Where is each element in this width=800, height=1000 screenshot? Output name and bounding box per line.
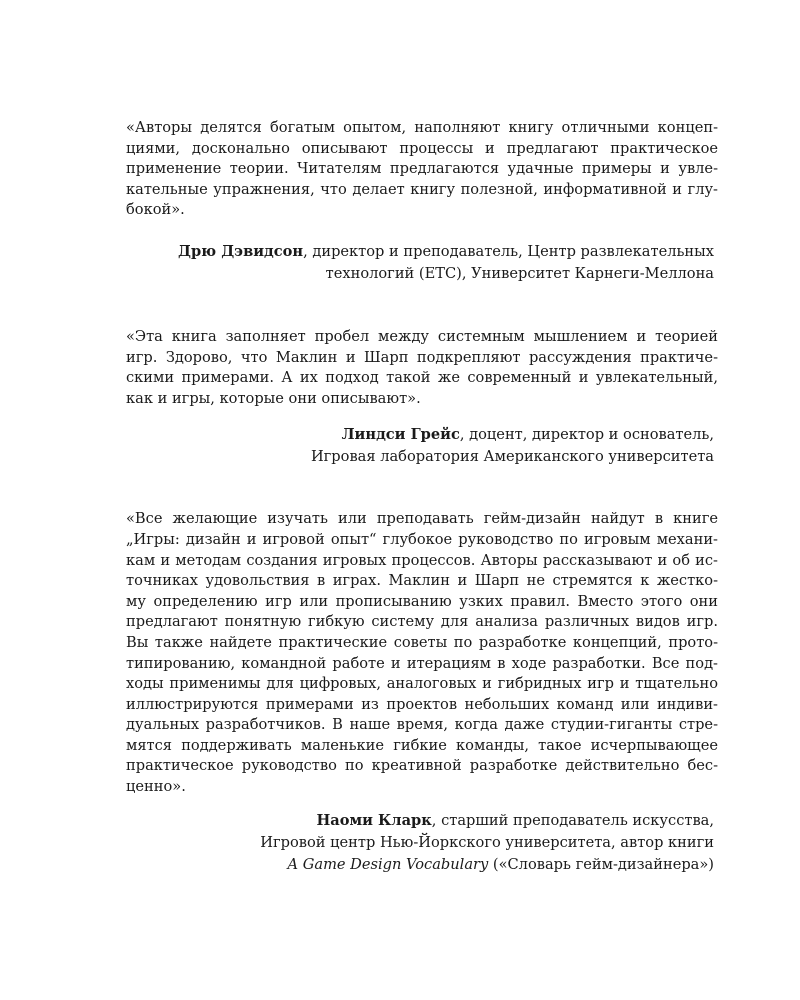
testimonial-quote-2: [126, 327, 718, 409]
quote-line: игр. Здорово, что Маклин и Шарп подкрепляют рассуждения практиче-: [126, 348, 718, 366]
author-role: , доцент, директор и основатель,: [459, 426, 714, 444]
quote-line: кательные упражнения, что делает книгу полезной, информативной и глу-: [126, 180, 718, 198]
quote-line: практическое руководство по креативной разработке действительно бес-: [126, 757, 718, 775]
quote-line: кам и методам создания игровых процессов. Авторы рассказывают и об ис-: [126, 551, 718, 569]
author-affiliation: технологий (ETC), Университет Карнеги-Меллона: [325, 264, 714, 282]
quote-line: бокой».: [126, 201, 185, 219]
book-title-russian: («Словарь гейм-дизайнера»): [488, 855, 714, 873]
quote-line: „Игры: дизайн и игровой опыт“ глубокое руководство по игровым механи-: [126, 530, 718, 548]
testimonials-page: [126, 118, 718, 876]
quote-line: «Все желающие изучать или преподавать гейм-дизайн найдут в книге: [126, 510, 718, 528]
quote-line: му определению игр или прописыванию узких правил. Вместо этого они: [126, 592, 718, 610]
testimonial-attribution-3: [126, 810, 718, 876]
author-name: Дрю Дэвидсон: [177, 242, 304, 260]
author-role: , старший преподаватель искусства,: [431, 811, 714, 829]
quote-line: дуальных разработчиков. В наше время, когда даже студии-гиганты стре-: [126, 716, 718, 734]
quote-line: «Эта книга заполняет пробел между системным мышлением и теорией: [126, 327, 718, 345]
quote-line: ходы применимы для цифровых, аналоговых и гибридных игр и тщательно: [126, 675, 718, 693]
author-affiliation: Игровой центр Нью-Йоркского университета, автор книги: [260, 833, 714, 851]
quote-line: применение теории. Читателям предлагаются удачные примеры и увле-: [126, 160, 718, 178]
testimonial-attribution-2: [126, 424, 718, 468]
author-role: , директор и преподаватель, Центр развлекательных: [303, 242, 714, 260]
quote-line: мятся поддерживать маленькие гибкие команды, такое исчерпывающее: [126, 736, 718, 754]
quote-line: скими примерами. А их подход такой же современный и увлекательный,: [126, 369, 718, 387]
quote-line: «Авторы делятся богатым опытом, наполняют книгу отличными концеп-: [126, 119, 718, 136]
testimonial-quote-1: [126, 118, 718, 221]
testimonial-quote-3: [126, 509, 718, 797]
book-title-english: A Game Design Vocabulary: [287, 855, 489, 873]
testimonial-attribution-1: [126, 241, 718, 285]
quote-line: типированию, командной работе и итерациям в ходе разработки. Все под-: [126, 654, 718, 672]
quote-line: как и игры, которые они описывают».: [126, 389, 421, 407]
author-affiliation: Игровая лаборатория Американского университета: [310, 448, 714, 466]
author-name: Наоми Кларк: [316, 811, 432, 829]
author-name: Линдси Грейс: [341, 426, 460, 444]
quote-line: предлагают понятную гибкую систему для анализа различных видов игр.: [126, 613, 718, 631]
quote-line: Вы также найдете практические советы по разработке концепций, прото-: [126, 633, 718, 651]
quote-line: точниках удовольствия в играх. Маклин и Шарп не стремятся к жестко-: [126, 572, 718, 590]
quote-line: ценно».: [126, 778, 186, 796]
quote-line: иллюстрируются примерами из проектов небольших команд или индиви-: [126, 695, 718, 713]
quote-line: циями, досконально описывают процессы и предлагают практическое: [126, 139, 718, 157]
